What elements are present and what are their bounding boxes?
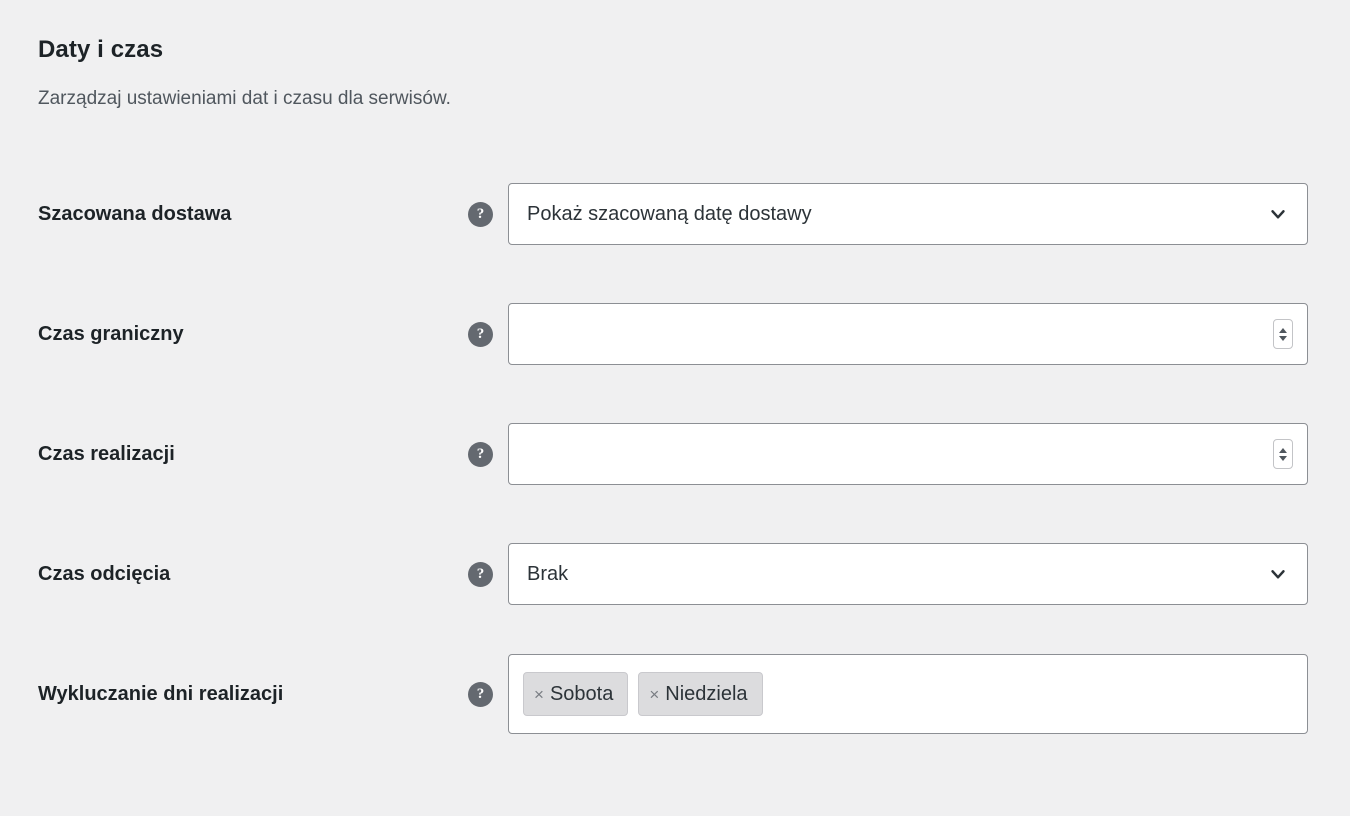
help-icon[interactable]: ?: [468, 562, 493, 587]
help-icon[interactable]: ?: [468, 322, 493, 347]
chevron-down-icon: [1267, 203, 1289, 225]
field-label-cutoff-time: Czas odcięcia: [38, 563, 171, 585]
token-label: Niedziela: [665, 683, 748, 705]
number-stepper[interactable]: [1273, 319, 1293, 349]
page-title: Daty i czas: [38, 36, 164, 63]
field-label-cutoff-limit: Czas graniczny: [38, 323, 184, 345]
help-icon[interactable]: ?: [468, 682, 493, 707]
help-cell-estimated-delivery: [468, 154, 508, 274]
input-cell-cutoff-time: [508, 514, 1308, 634]
label-cell-cutoff-limit: [38, 274, 468, 394]
close-icon[interactable]: ×: [534, 684, 544, 704]
chevron-down-icon: [1267, 563, 1289, 585]
cutoff-time-value: Brak: [527, 563, 569, 585]
form-row-cutoff-time: [38, 514, 1308, 634]
stepper-down-icon[interactable]: [1279, 336, 1287, 341]
input-cell-cutoff-limit: [508, 274, 1308, 394]
token-sunday[interactable]: [638, 672, 762, 716]
input-cell-excluded-days: [508, 634, 1308, 754]
excluded-days-multiselect[interactable]: [508, 654, 1308, 734]
close-icon[interactable]: ×: [649, 684, 660, 704]
help-icon[interactable]: ?: [468, 442, 493, 467]
settings-form: [38, 154, 1308, 754]
number-stepper[interactable]: [1273, 439, 1293, 469]
stepper-down-icon[interactable]: [1279, 456, 1287, 461]
help-cell-excluded-days: [468, 634, 508, 754]
label-cell-estimated-delivery: [38, 154, 468, 274]
help-cell-processing-time: [468, 394, 508, 514]
page-description: Zarządzaj ustawieniami dat i czasu dla serwisów.: [38, 88, 451, 109]
help-icon[interactable]: ?: [468, 202, 493, 227]
cutoff-time-select[interactable]: [508, 543, 1308, 605]
field-label-estimated-delivery: Szacowana dostawa: [38, 203, 232, 225]
form-row-processing-time: [38, 394, 1308, 514]
stepper-up-icon[interactable]: [1279, 328, 1287, 333]
label-cell-excluded-days: [38, 634, 468, 754]
estimated-delivery-value: Pokaż szacowaną datę dostawy: [527, 203, 812, 225]
token-label: Sobota: [549, 683, 614, 705]
field-label-processing-time: Czas realizacji: [38, 443, 175, 465]
help-cell-cutoff-limit: [468, 274, 508, 394]
help-cell-cutoff-time: [468, 514, 508, 634]
stepper-up-icon[interactable]: [1279, 448, 1287, 453]
label-cell-cutoff-time: [38, 514, 468, 634]
input-cell-estimated-delivery: [508, 154, 1308, 274]
form-row-excluded-days: [38, 634, 1308, 754]
estimated-delivery-select[interactable]: [508, 183, 1308, 245]
form-row-cutoff-limit: [38, 274, 1308, 394]
input-cell-processing-time: [508, 394, 1308, 514]
processing-time-field[interactable]: [508, 423, 1308, 485]
field-label-excluded-days: Wykluczanie dni realizacji: [38, 683, 284, 705]
token-saturday[interactable]: [523, 672, 628, 716]
form-row-estimated-delivery: [38, 154, 1308, 274]
label-cell-processing-time: [38, 394, 468, 514]
cutoff-limit-field[interactable]: [508, 303, 1308, 365]
